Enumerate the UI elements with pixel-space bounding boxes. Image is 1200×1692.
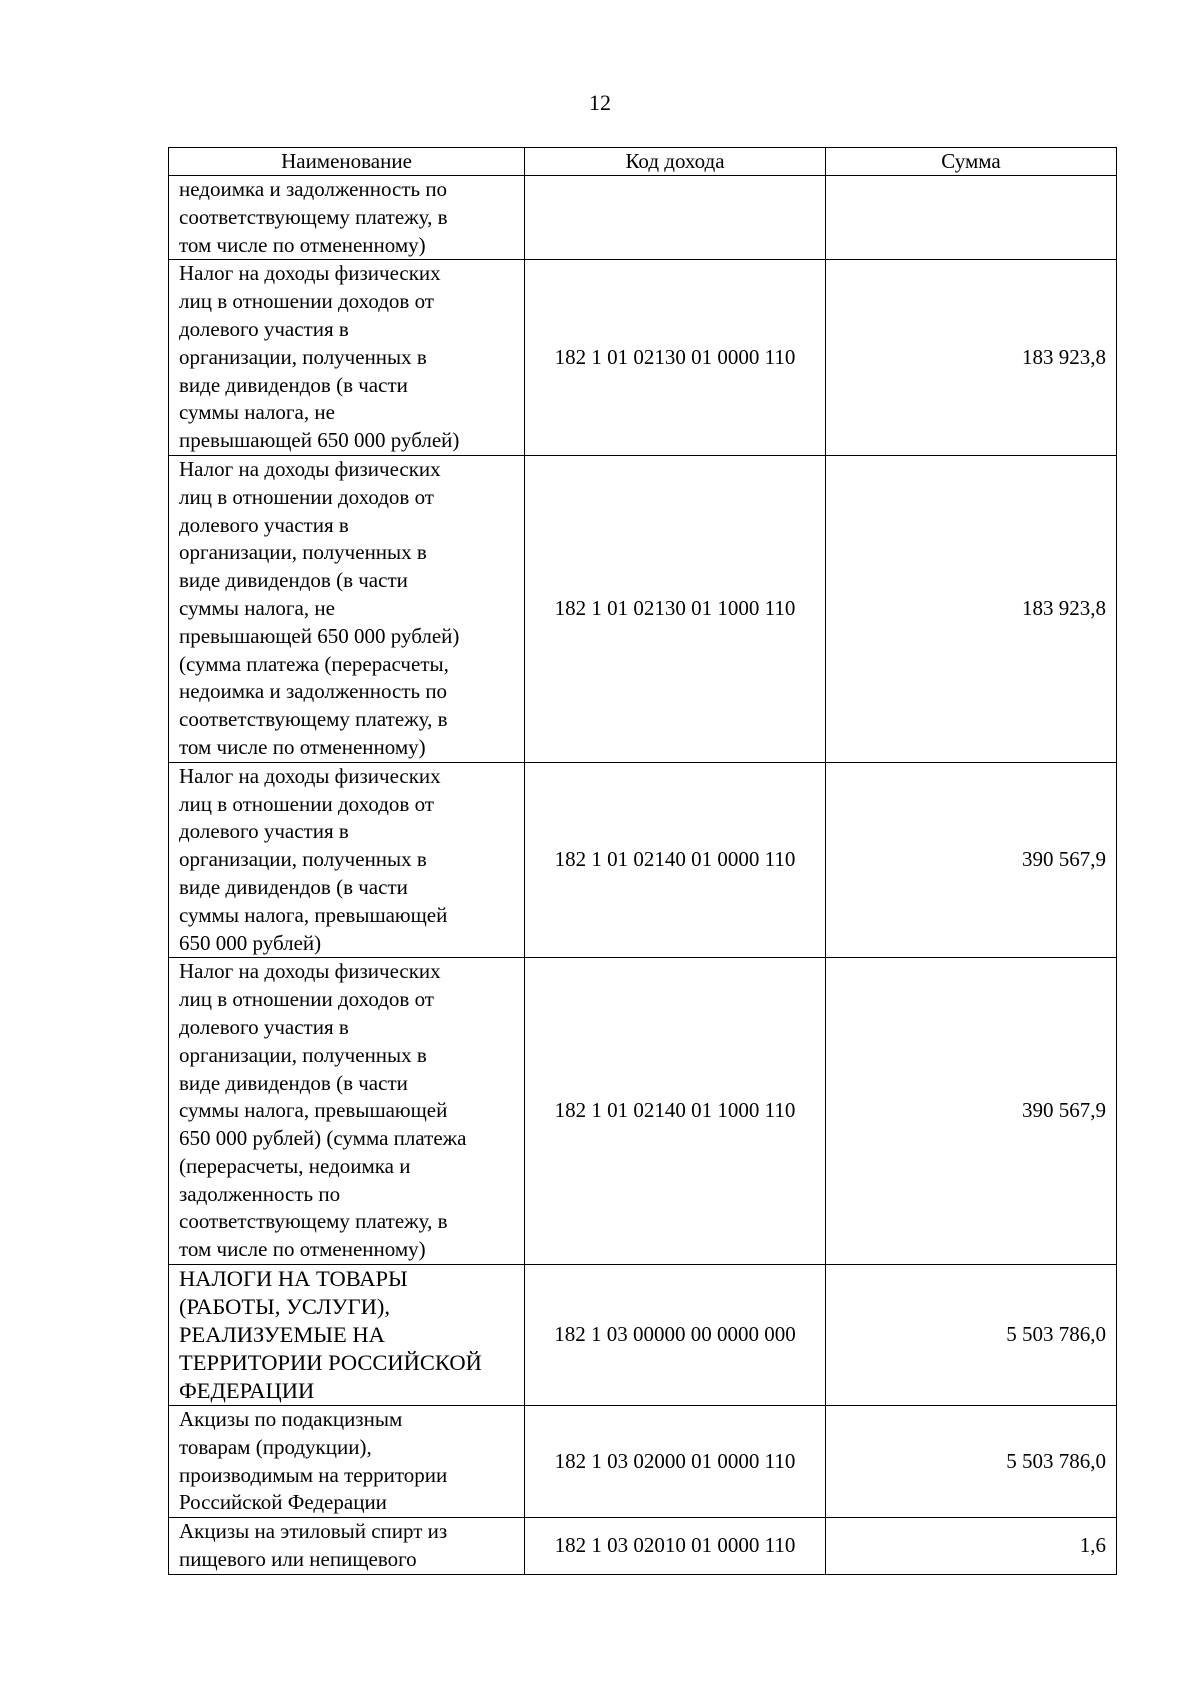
row-name-line: Налог на доходы физических bbox=[179, 763, 441, 788]
page-number: 12 bbox=[589, 90, 611, 115]
row-sum: 5 503 786,0 bbox=[826, 1265, 1117, 1406]
row-name bbox=[169, 958, 525, 1265]
row-name-line: виде дивидендов (в части bbox=[179, 1070, 408, 1095]
row-sum bbox=[826, 176, 1117, 260]
row-income-code: 182 1 03 02010 01 0000 110 bbox=[525, 1518, 826, 1575]
row-income-code: 182 1 01 02130 01 0000 110 bbox=[525, 260, 826, 456]
row-name-line: РЕАЛИЗУЕМЫЕ НА bbox=[179, 1322, 385, 1348]
row-name-line: лиц в отношении доходов от bbox=[179, 987, 434, 1012]
row-sum: 1,6 bbox=[826, 1518, 1117, 1575]
row-name-line: недоимка и задолженность по bbox=[179, 679, 448, 704]
row-name-line: задолженность по bbox=[179, 1181, 341, 1206]
row-income-code: 182 1 01 02140 01 1000 110 bbox=[525, 958, 826, 1265]
row-name-line: превышающей 650 000 рублей) bbox=[179, 428, 460, 453]
row-name-line: недоимка и задолженность по bbox=[179, 177, 448, 201]
row-name-line: суммы налога, не bbox=[179, 595, 335, 620]
row-name-line: Налог на доходы физических bbox=[179, 456, 441, 481]
row-name bbox=[169, 1265, 525, 1406]
row-name-line: производимым на территории bbox=[179, 1462, 448, 1487]
row-name bbox=[169, 762, 525, 958]
table-row bbox=[169, 455, 1117, 762]
row-name bbox=[169, 260, 525, 456]
row-name-line: товарам (продукции), bbox=[179, 1434, 372, 1459]
row-name-line: 650 000 рублей) bbox=[179, 930, 322, 955]
row-sum: 390 567,9 bbox=[826, 958, 1117, 1265]
table-header-row bbox=[169, 148, 1117, 176]
table-row bbox=[169, 1265, 1117, 1406]
row-name-line: лиц в отношении доходов от bbox=[179, 791, 434, 816]
row-name-line: виде дивидендов (в части bbox=[179, 874, 408, 899]
table-row bbox=[169, 1518, 1117, 1575]
row-sum: 183 923,8 bbox=[826, 260, 1117, 456]
row-name-line: том числе по отмененному) bbox=[179, 232, 426, 257]
row-name-line: НАЛОГИ НА ТОВАРЫ bbox=[179, 1266, 408, 1292]
row-income-code: 182 1 03 00000 00 0000 000 bbox=[525, 1265, 826, 1406]
row-name bbox=[169, 1518, 525, 1575]
row-name-line: том числе по отмененному) bbox=[179, 734, 426, 759]
row-sum: 5 503 786,0 bbox=[826, 1406, 1117, 1518]
table-row bbox=[169, 762, 1117, 958]
row-name-line: пищевого или непищевого bbox=[179, 1547, 417, 1572]
row-name bbox=[169, 176, 525, 260]
table-row bbox=[169, 176, 1117, 260]
row-name-line: 650 000 рублей) (сумма платежа bbox=[179, 1126, 467, 1151]
table-row bbox=[169, 958, 1117, 1265]
row-name bbox=[169, 455, 525, 762]
row-name-line: (сумма платежа (перерасчеты, bbox=[179, 651, 449, 676]
row-name-line: виде дивидендов (в части bbox=[179, 372, 408, 397]
row-name-line: превышающей 650 000 рублей) bbox=[179, 623, 460, 648]
row-name-line: организации, полученных в bbox=[179, 344, 427, 369]
row-income-code: 182 1 01 02140 01 0000 110 bbox=[525, 762, 826, 958]
row-name-line: организации, полученных в bbox=[179, 540, 427, 565]
row-name-line: (перерасчеты, недоимка и bbox=[179, 1153, 411, 1178]
row-income-code: 182 1 01 02130 01 1000 110 bbox=[525, 455, 826, 762]
header-sum: Сумма bbox=[826, 148, 1117, 176]
row-name-line: долевого участия в bbox=[179, 316, 349, 341]
row-name-line: лиц в отношении доходов от bbox=[179, 289, 434, 314]
row-name-line: ТЕРРИТОРИИ РОССИЙСКОЙ bbox=[179, 1350, 482, 1376]
row-name-line: виде дивидендов (в части bbox=[179, 568, 408, 593]
table-row bbox=[169, 1406, 1117, 1518]
row-name-line: том числе по отмененному) bbox=[179, 1237, 426, 1262]
header-code: Код дохода bbox=[525, 148, 826, 176]
row-sum: 390 567,9 bbox=[826, 762, 1117, 958]
row-name-line: организации, полученных в bbox=[179, 847, 427, 872]
row-name-line: Налог на доходы физических bbox=[179, 261, 441, 286]
header-name: Наименование bbox=[169, 148, 525, 176]
row-name-line: долевого участия в bbox=[179, 1014, 349, 1039]
row-name-line: суммы налога, превышающей bbox=[179, 902, 448, 927]
row-name-line: соответствующему платежу, в bbox=[179, 1209, 448, 1234]
row-name-line: соответствующему платежу, в bbox=[179, 204, 448, 229]
row-name-line: (РАБОТЫ, УСЛУГИ), bbox=[179, 1294, 390, 1320]
row-name-line: Акцизы на этиловый спирт из bbox=[179, 1519, 448, 1544]
row-name-line: соответствующему платежу, в bbox=[179, 707, 448, 732]
row-name-line: суммы налога, превышающей bbox=[179, 1098, 448, 1123]
row-name-line: организации, полученных в bbox=[179, 1042, 427, 1067]
row-sum: 183 923,8 bbox=[826, 455, 1117, 762]
row-name-line: лиц в отношении доходов от bbox=[179, 484, 434, 509]
row-name-line: долевого участия в bbox=[179, 512, 349, 537]
row-name-line: ФЕДЕРАЦИИ bbox=[179, 1378, 315, 1404]
row-name-line: Налог на доходы физических bbox=[179, 959, 441, 984]
row-name-line: долевого участия в bbox=[179, 819, 349, 844]
table-row bbox=[169, 260, 1117, 456]
row-income-code: 182 1 03 02000 01 0000 110 bbox=[525, 1406, 826, 1518]
row-name-line: Российской Федерации bbox=[179, 1490, 387, 1515]
row-income-code bbox=[525, 176, 826, 260]
row-name bbox=[169, 1406, 525, 1518]
table-body bbox=[169, 176, 1117, 1575]
row-name-line: суммы налога, не bbox=[179, 400, 335, 425]
revenue-table bbox=[168, 147, 1117, 1575]
row-name-line: Акцизы по подакцизным bbox=[179, 1407, 403, 1432]
